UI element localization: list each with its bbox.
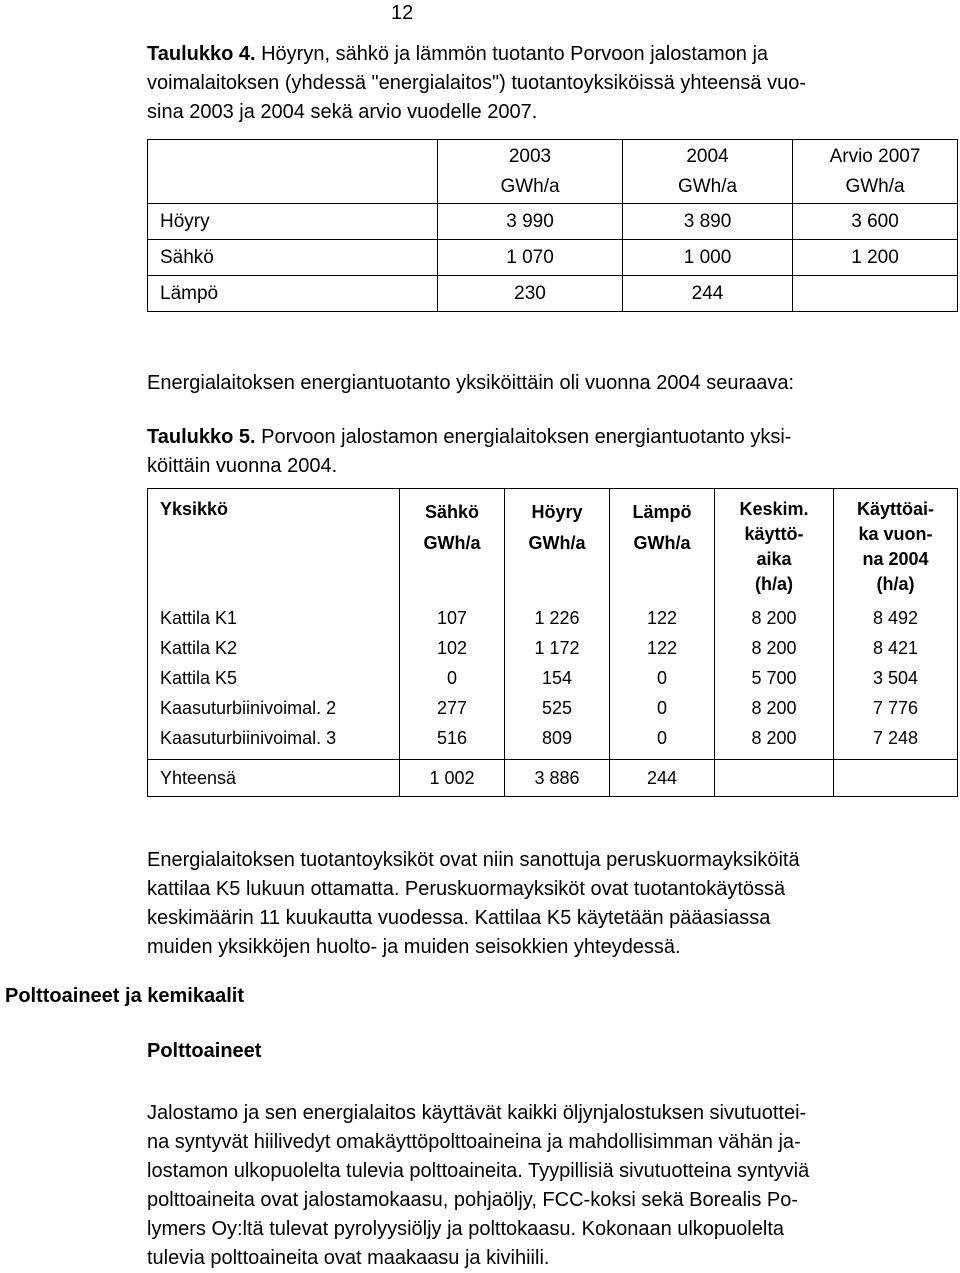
table5-cell: 809 [505,724,610,754]
table5-header-row [148,489,958,604]
table4-row-label: Höyry [148,204,438,240]
table5-row [148,604,958,634]
table5-cell: 0 [610,694,715,724]
table5-cell: 8 200 [715,694,834,724]
page-number: 12 [391,2,414,24]
table5-cell: 0 [400,664,505,694]
table5-total-row [148,760,958,797]
table5-header-cell: Yksikkö [148,489,400,604]
table4-cell: 3 990 [438,204,623,240]
table5-cell: 154 [505,664,610,694]
table4-cell: 3 890 [623,204,793,240]
intro-text: Energialaitoksen energiantuotanto yksiköittäin oli vuonna 2004 seuraava: [147,372,795,394]
table5-row-label: Kaasuturbiinivoimal. 2 [148,694,400,724]
table5-header-cell: Sähkö GWh/a [400,489,505,604]
table4-header-empty [148,140,438,204]
table4-caption-text-1: Höyryn, sähkö ja lämmön tuotanto Porvoon jalostamon ja [261,43,769,65]
table5-header-cell: Höyry GWh/a [505,489,610,604]
table4-caption [147,40,947,127]
table5-cell: 516 [400,724,505,754]
table4-cell: 244 [623,276,793,312]
table5-cell: 8 200 [715,604,834,634]
table4-caption-text-3: sina 2003 ja 2004 sekä arvio vuodelle 2007. [147,101,538,123]
table5-caption [147,423,947,481]
table4-header-cell: 2003 GWh/a [438,140,623,204]
table5-total-cell [834,760,958,797]
table5-cell: 107 [400,604,505,634]
table4-cell: 1 000 [623,240,793,276]
table4-cell: 1 200 [793,240,958,276]
table5-caption-label: Taulukko 5. [147,426,256,448]
table5-caption-text-2: köittäin vuonna 2004. [147,455,338,477]
table5-total-cell [715,760,834,797]
table5-cell: 277 [400,694,505,724]
table5-cell: 0 [610,664,715,694]
table5-cell: 102 [400,634,505,664]
section-heading: Polttoaineet ja kemikaalit [5,985,244,1007]
table5-row [148,694,958,724]
table4-cell: 3 600 [793,204,958,240]
table4-cell: 230 [438,276,623,312]
table5-row-label: Kattila K2 [148,634,400,664]
table5-cell: 1 172 [505,634,610,664]
table5-caption-text-1: Porvoon jalostamon energialaitoksen energiantuotanto yksi- [261,426,792,448]
table5-row-label: Kaasuturbiinivoimal. 3 [148,724,400,754]
table4-cell [793,276,958,312]
table4-row [148,240,958,276]
table5-cell: 7 248 [834,724,958,754]
table5-row-label: Kattila K1 [148,604,400,634]
table4-header-row [148,140,958,204]
table5-cell: 5 700 [715,664,834,694]
paragraph-production-units: Energialaitoksen tuotantoyksiköt ovat niin sanottuja peruskuormayksiköitä kattilaa K5 lukuun ottamatta. Peruskuormayksiköt ovat tuotantokäytössä keskimäärin 11 kuukautta vuodessa. Kattilaa K5 käytetään pääasiassa muiden yksikköjen huolto- ja muiden seisokkien yhteydessä. [147,849,800,958]
table5-header-cell: Lämpö GWh/a [610,489,715,604]
table4-header-cell: 2004 GWh/a [623,140,793,204]
table4-caption-text-2: voimalaitoksen (yhdessä "energialaitos") tuotantoyksiköissä yhteensä vuo- [147,72,806,94]
table4-row-label: Lämpö [148,276,438,312]
table5-cell: 122 [610,634,715,664]
sub-heading: Polttoaineet [147,1040,262,1062]
table5-cell: 1 226 [505,604,610,634]
table5-total-label: Yhteensä [148,760,400,797]
table4-caption-label: Taulukko 4. [147,43,256,65]
table5-header-cell: Keskim. käyttö- aika (h/a) [715,489,834,604]
table5-cell: 122 [610,604,715,634]
table5-cell: 8 492 [834,604,958,634]
table5 [147,488,958,797]
table4 [147,139,958,312]
table4-cell: 1 070 [438,240,623,276]
paragraph-fuels: Jalostamo ja sen energialaitos käyttävät kaikki öljynjalostuksen sivutuottei- na syntyvät hiilivedyt omakäyttöpolttoaineina ja mahdollisimman vähän ja- lostamon ulkopuolelta tulevia polttoaineita. Tyypillisiä sivutuotteina syntyviä polttoaineita ovat jalostamokaasu, pohjaöljy, FCC-koksi sekä Borealis Po- lymers Oy:ltä tulevat pyrolyysiöljy ja polttokaasu. Kokonaan ulkopuolelta tulevia polttoaineita ovat maakaasu ja kivihiili. [147,1102,810,1269]
table5-header-cell: Käyttöai- ka vuon- na 2004 (h/a) [834,489,958,604]
table5-cell: 7 776 [834,694,958,724]
table4-row [148,204,958,240]
table4-row-label: Sähkö [148,240,438,276]
table5-total-cell: 1 002 [400,760,505,797]
table5-row [148,724,958,754]
table5-cell: 8 200 [715,634,834,664]
table5-row-label: Kattila K5 [148,664,400,694]
table5-cell: 8 200 [715,724,834,754]
table5-total-cell: 244 [610,760,715,797]
table5-cell: 8 421 [834,634,958,664]
table5-cell: 3 504 [834,664,958,694]
table4-row [148,276,958,312]
table4-header-cell: Arvio 2007 GWh/a [793,140,958,204]
table5-row [148,634,958,664]
table5-cell: 525 [505,694,610,724]
table5-row [148,664,958,694]
table5-total-cell: 3 886 [505,760,610,797]
table5-cell: 0 [610,724,715,754]
